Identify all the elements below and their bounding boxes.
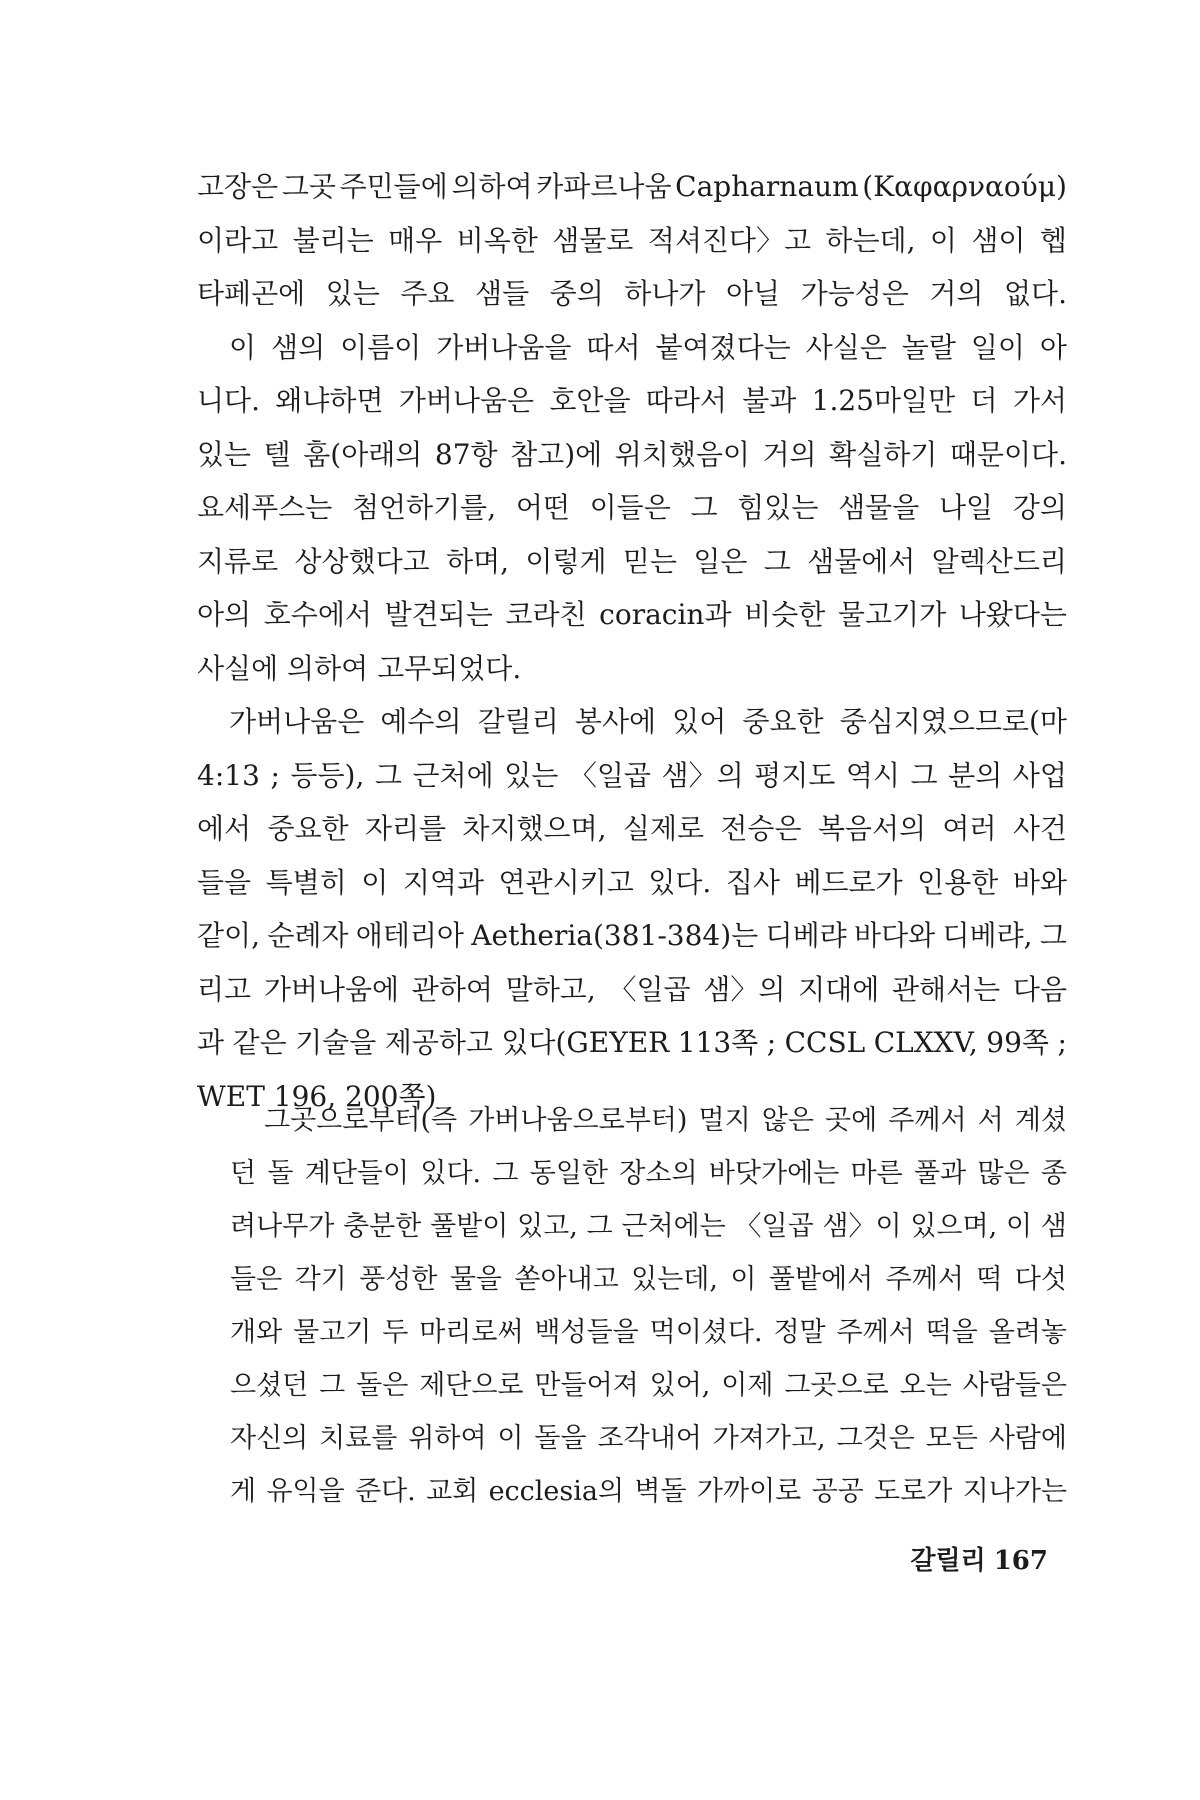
text-line: 4:13 ; 등등), 그 근처에 있는 〈일곱 샘〉의 평지도 역시 그 분의 사업 — [197, 758, 1067, 792]
quote-line: 려나무가 충분한 풀밭이 있고, 그 근처에는 〈일곱 샘〉이 있으며, 이 샘 — [230, 1211, 1067, 1242]
text-line: 지류로 상상했다고 하며, 이렇게 믿는 일은 그 샘물에서 알렉산드리 — [197, 544, 1067, 578]
text-line: 과 같은 기술을 제공하고 있다(GEYER 113쪽 ; CCSL CLXXV, 99쪽 ; — [197, 1026, 1067, 1059]
block-quote — [230, 1094, 1067, 1518]
text-line: 같이, 순례자 애테리아 Aetheria(381-384)는 디베랴 바다와 디베랴, 그 — [197, 919, 1067, 952]
text-line: 에서 중요한 자리를 차지했으며, 실제로 전승은 복음서의 여러 사건 — [197, 812, 1067, 845]
quote-line: 들은 각기 풍성한 물을 쏟아내고 있는데, 이 풀밭에서 주께서 떡 다섯 — [230, 1264, 1067, 1295]
text-line: WET 196, 200쪽) — [197, 1079, 437, 1113]
text-line: 사실에 의하여 고무되었다. — [197, 651, 522, 685]
quote-line: 개와 물고기 두 마리로써 백성들을 먹이셨다. 정말 주께서 떡을 올려놓 — [230, 1317, 1067, 1348]
text-line: 아의 호수에서 발견되는 코라친 coracin과 비슷한 물고기가 나왔다는 — [197, 598, 1067, 631]
text-line: 리고 가버나움에 관하여 말하고, 〈일곱 샘〉의 지대에 관해서는 다음 — [197, 972, 1067, 1006]
text-line: 요세푸스는 첨언하기를, 어떤 이들은 그 힘있는 샘물을 나일 강의 — [197, 491, 1067, 524]
text-line: 이라고 불리는 매우 비옥한 샘물로 적셔진다〉고 하는데, 이 샘이 헵 — [197, 223, 1067, 257]
quote-line: 자신의 치료를 위하여 이 돌을 조각내어 가져가고, 그것은 모든 사람에 — [230, 1423, 1067, 1454]
text-line: 가버나움은 예수의 갈릴리 봉사에 있어 중요한 중심지였으므로(마 — [229, 705, 1067, 738]
quote-line: 게 유익을 준다. 교회 ecclesia의 벽돌 가까이로 공공 도로가 지나가는 — [230, 1476, 1067, 1507]
main-text-block — [197, 160, 1067, 1123]
quote-line: 던 돌 계단들이 있다. 그 동일한 장소의 바닷가에는 마른 풀과 많은 종 — [230, 1158, 1067, 1189]
page-number: 167 — [993, 1546, 1048, 1576]
page-footer — [902, 1540, 1048, 1577]
running-footer-section: 갈릴리 — [910, 1546, 986, 1576]
quote-line: 그곳으로부터(즉 가버나움으로부터) 멀지 않은 곳에 주께서 서 계셨 — [264, 1105, 1067, 1136]
text-line: 이 샘의 이름이 가버나움을 따서 붙여졌다는 사실은 놀랄 일이 아 — [229, 330, 1067, 364]
text-line: 있는 텔 훔(아래의 87항 참고)에 위치했음이 거의 확실하기 때문이다. — [197, 437, 1067, 471]
text-line: 니다. 왜냐하면 가버나움은 호안을 따라서 불과 1.25마일만 더 가서 — [197, 384, 1067, 417]
quote-line: 으셨던 그 돌은 제단으로 만들어져 있어, 이제 그곳으로 오는 사람들은 — [230, 1370, 1067, 1401]
text-line: 고장은 그곳 주민들에 의하여 카파르나움 Capharnaum (Καφαρναούμ) — [197, 170, 1067, 203]
text-line: 타페곤에 있는 주요 샘들 중의 하나가 아닐 가능성은 거의 없다. — [197, 277, 1067, 310]
text-line: 들을 특별히 이 지역과 연관시키고 있다. 집사 베드로가 인용한 바와 — [197, 865, 1067, 899]
